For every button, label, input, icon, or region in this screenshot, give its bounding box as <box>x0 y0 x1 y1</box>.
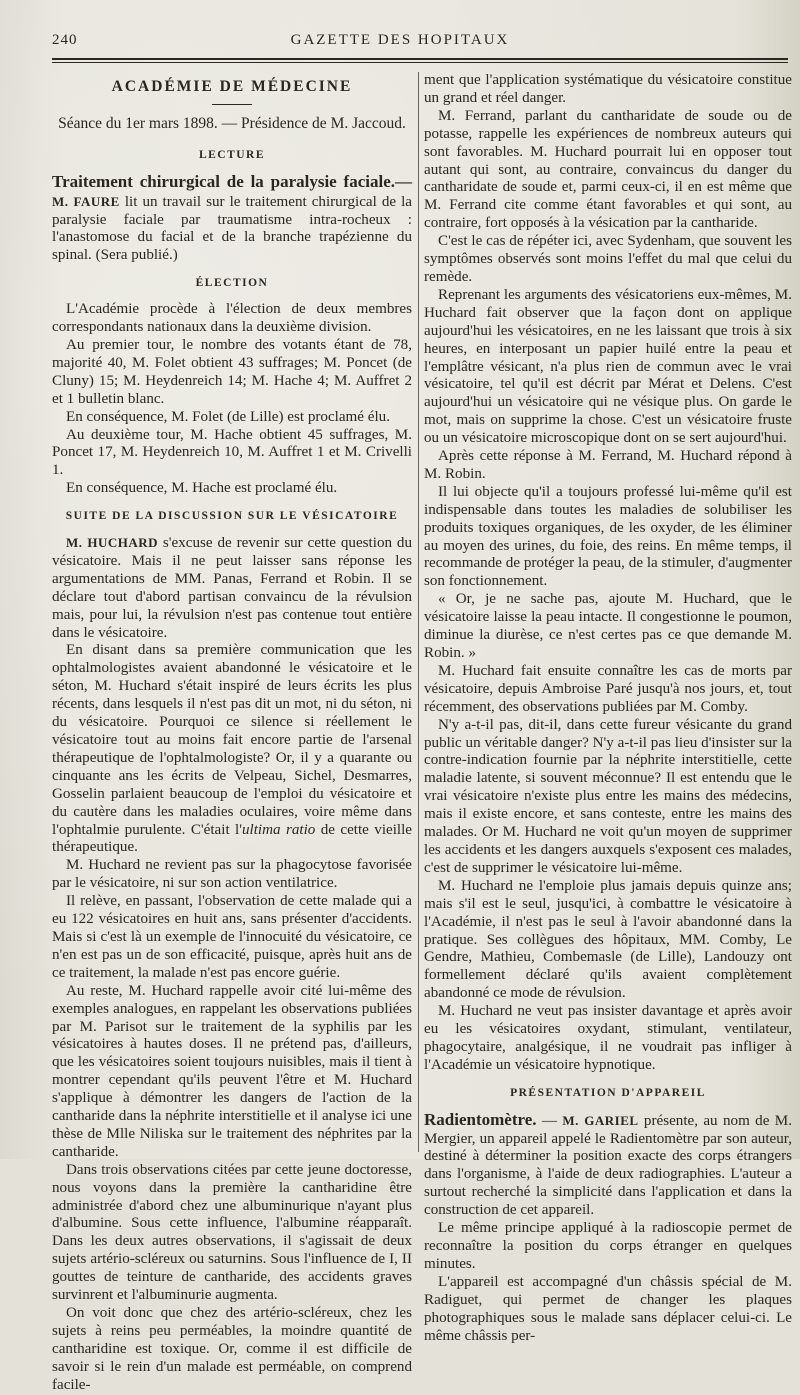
lecture-lead: Traitement chirurgical de la paralysie faciale.— <box>52 171 412 191</box>
section-title: ACADÉMIE DE MÉDECINE <box>111 78 353 95</box>
discussion-paragraph <box>52 534 412 642</box>
discussion-paragraph: M. Ferrand, parlant du cantharidate de soude ou de potasse, rappelle les expériences de nombreux auteurs qui sont favorables. M. Huchard pourrait lui en opposer tout autant qui sont, au contraire, convaincus du danger du cantharidate de soude et, parmi ceux-ci, il en est même que M. Ferrand cite comme étant favorables et qui sont, au contraire, fort opposés à la vésication par la cantharide. <box>424 107 792 232</box>
election-paragraph: En conséquence, M. Hache est proclamé élu. <box>66 480 338 497</box>
discussion-paragraph: M. Huchard ne revient pas sur la phagocytose favorisée par le vésicatoire, ni sur son action ventilatrice. <box>52 857 412 892</box>
discussion-italic: ultima ratio <box>241 821 316 838</box>
election-paragraph: Au premier tour, le nombre des votants étant de 78, majorité 40, M. Folet obtient 43 suffrages; M. Poncet (de Cluny) 15; M. Heydenreich 14; M. Hache 4; M. Auffret 2 et 1 bulletin blanc. <box>52 336 412 407</box>
discussion-paragraph: M. Huchard ne veut pas insister davantage et après avoir eu les vésicatoires oxydant, stimulant, ventilateur, phagocytaire, analgésique, il ne voudrait pas infliger à l'Académie un vésicatoire hypnotique. <box>424 1003 792 1073</box>
title-rule <box>212 104 252 105</box>
discussion-paragraph: M. Huchard fait ensuite connaître les cas de morts par vésicatoire, depuis Ambroise Paré jusqu'à nos jours, et, tout récemment, des observations publiées par M. Comby. <box>424 662 792 715</box>
discussion-paragraph: Il relève, en passant, l'observation de cette malade qui a eu 122 vésicatoires en huit ans, sans présenter d'accidents. Mais si c'est là un exemple de l'innocuité du vésicatoire, ce n'en est pas un de son efficacité, puisque, après huit ans de ce traitement, la malade n'est pas encore guérie. <box>52 893 412 981</box>
page-number: 240 <box>52 32 78 48</box>
discussion-paragraph: « Or, je ne sache pas, ajoute M. Huchard, que le vésicatoire laisse la peau intacte. Il congestionne le poumon, diminue la diurèse, ce n'est certes pas ce que demande M. Robin. » <box>424 591 792 661</box>
page-header <box>0 30 800 58</box>
discussion-paragraph: Après cette réponse à M. Ferrand, M. Huchard répond à M. Robin. <box>424 448 792 482</box>
column-separator <box>418 72 419 1152</box>
lecture-paragraph <box>52 173 412 266</box>
header-rule <box>52 58 788 60</box>
radientometre-paragraph <box>424 1111 792 1220</box>
discussion-paragraph: C'est le cas de répéter ici, avec Sydenham, que souvent les symptômes observés sont moins l'effet du mal que celui du remède. <box>424 233 792 285</box>
discussion-paragraph: Au reste, M. Huchard rappelle avoir cité lui-même des exemples analogues, en rappelant les observations publiées par M. Parisot sur le traitement de la syphilis par les vésicatoires à hautes doses. Il ne prétend pas, d'ailleurs, que les vésicatoires soient toujours nuisibles, mais il tient à montrer cependant qu'ils peuvent l'être et M. Huchard s'applique à démontrer les dangers de l'action de la cantharide dans la néphrite interstitielle et il analyse ici une thèse de Mlle Niliska sur le traitement des néphrites par la cantharide. <box>52 982 412 1160</box>
election-paragraph: L'Académie procède à l'élection de deux membres correspondants nationaux dans la deuxième division. <box>52 301 412 336</box>
discussion-paragraph: Reprenant les arguments des vésicatoriens eux-mêmes, M. Huchard fait observer que la façon dont on applique aujourd'hui les vésicatoires, en ne les laissant que trois à six heures, en interposant un papier huilé entre la peau et l'emplâtre vésicant, n'a plus rien de commun avec le vrai vésicatoire, tel qu'il est décrit par Mérat et Delens. C'est aujourd'hui un vésicatoire qui ne vésique plus. On garde le mot, mais on supprime la chose. C'est un vésicatoire fruste ou un vésicatoire microscopique dont on se sert aujourd'hui. <box>424 286 792 447</box>
discussion-paragraph: Dans trois observations citées par cette jeune doctoresse, nous voyons dans la première la cantharidine être administrée d'abord chez une albuminurique n'ayant plus d'albumine. Sous cette influence, l'albumine réapparaît. Dans les deux autres observations, il s'agissait de deux sujets artério-scléreux ou saturnins. Sous l'influence de I, II gouttes de teinture de cantharide, des accidents graves survinrent et l'albuminurie augmenta. <box>52 1161 412 1304</box>
discussion-author: M. HUCHARD <box>66 535 159 551</box>
discussion-text: s'excuse de revenir sur cette question du vésicatoire. Mais il ne peut laisser sans réponse les argumentations de MM. Panas, Ferrand et Robin. Il se déclare tout d'abord partisan convaincu de la révulsion mais, pour lui, la révulsion n'est pas contenue tout entière dans le vésicatoire. <box>52 535 413 641</box>
election-paragraph: Au deuxième tour, M. Hache obtient 45 suffrages, M. Poncet 17, M. Heydenreich 10, M. Auffret 1 et M. Crivelli 1. <box>52 426 412 479</box>
lecture-heading: LECTURE <box>198 148 266 161</box>
discussion-paragraph: Il lui objecte qu'il a toujours professé lui-même qu'il est indispensable dans toutes les maladies de solubiliser les produits toxiques organiques, de les oxyder, de les éliminer au moyen des urines, du foie, des reins. En même temps, il recommande de protéger la peau, de la stimuler, d'augmenter son fonctionnement. <box>424 483 792 590</box>
radientometre-author: M. GARIEL <box>562 1112 639 1128</box>
discussion-text: En disant dans sa première communication que les ophtalmologistes avaient abandonné le vésicatoire et le séton, M. Huchard s'était inspiré de leurs écrits les plus récents, dans lesquels il n'est pas dit un mot, ni du séton, ni du vésicatoire. Pourquoi ce silence si réellement le vésicatoire tout au moins fait encore partie de l'arsenal thérapeutique de l'ophtalmologiste? Or, il y a quarante ou cinquante ans les écrits de Velpeau, Sichel, Desmarres, Gosselin parlaient beaucoup de l'emploi du vésicatoire et du cautère dans les maladies oculaires, voire même dans l'ophtalmie purulente. C'était l' <box>52 642 412 838</box>
discussion-heading: SUITE DE LA DISCUSSION SUR LE VÉSICATOIRE <box>65 510 399 523</box>
seance-line: Séance du 1er mars 1898. — Présidence de M. Jaccoud. <box>58 114 406 132</box>
discussion-paragraph: On voit donc que chez des artério-scléreux, chez les sujets à reins peu perméables, la moindre quantité de cantharidine est toxique. Or, comme il est difficile de savoir si le rein d'un malade est perméable, on comprend facile- <box>52 1305 412 1393</box>
running-title: GAZETTE DES HOPITAUX <box>290 32 510 48</box>
presentation-heading: PRÉSENTATION D'APPAREIL <box>510 1086 706 1099</box>
radientometre-dash: — <box>536 1112 563 1129</box>
right-column <box>424 72 792 1345</box>
election-paragraph: En conséquence, M. Folet (de Lille) est proclamé élu. <box>66 408 390 425</box>
radientometre-text: présente, au nom de M. Mergier, un appareil appelé le Radientomètre par son auteur, destiné à déterminer la position exacte des corps étrangers dans l'organisme, à l'aide de deux radiographies. L'auteur a surtout recherché la simplicité dans l'application et dans la construction de cet appareil. <box>424 1112 793 1219</box>
election-heading: ÉLECTION <box>195 277 269 290</box>
discussion-paragraph <box>52 642 412 857</box>
discussion-text: de cette vieille thérapeutique. <box>52 821 412 856</box>
lecture-body: lit un travail sur le traitement chirurgical de la paralysie faciale par traumatisme intra-rocheux : l'anastomose du facial et de la branche trapézienne du spinal. (Sera publié.) <box>52 193 412 264</box>
discussion-paragraph: N'y a-t-il pas, dit-il, dans cette fureur vésicante du grand public un véritable danger? N'y a-t-il pas lieu d'insister sur la contre-indication fournie par la néphrite interstitielle, cette maladie latente, si souvent méconnue? Il est entendu que le vrai vésicatoire n'existe plus entre les mains des médecins, mais il existe encore, et sans conteste, entre les mains des malades. Or M. Huchard ne voit qu'un moyen de supprimer les accidents et les dangers auxquels s'exposent ces malades, c'est de supprimer le vésicatoire lui-même. <box>424 716 792 876</box>
header-rule-thin <box>52 62 788 63</box>
continuation-paragraph: ment que l'application systématique du vésicatoire constitue un grand et réel danger. <box>424 72 792 106</box>
radientometre-paragraph: Le même principe appliqué à la radioscopie permet de reconnaître la position du corps étranger en quelques minutes. <box>424 1220 792 1272</box>
radientometre-paragraph: L'appareil est accompagné d'un châssis spécial de M. Radiguet, qui permet de changer les plaques photographiques sous le malade sans déplacer celui-ci. Le même châssis per- <box>424 1273 792 1344</box>
lecture-author: M. FAURE <box>52 193 120 209</box>
discussion-paragraph: M. Huchard ne l'emploie plus jamais depuis quinze ans; mais s'il est le seul, jusqu'ici, à combattre le vésicatoire à l'Académie, il n'est pas le seul à l'avoir abandonné dans la pratique. Ses collègues des hôpitaux, MM. Comby, Le Gendre, Mathieu, Combemasle (de Lille), Landouzy ont formellement déclaré qu'ils avaient complètement abandonné ce mode de révulsion. <box>424 877 792 1002</box>
radientometre-lead: Radientomètre. <box>424 1109 537 1129</box>
left-column <box>52 72 412 1395</box>
